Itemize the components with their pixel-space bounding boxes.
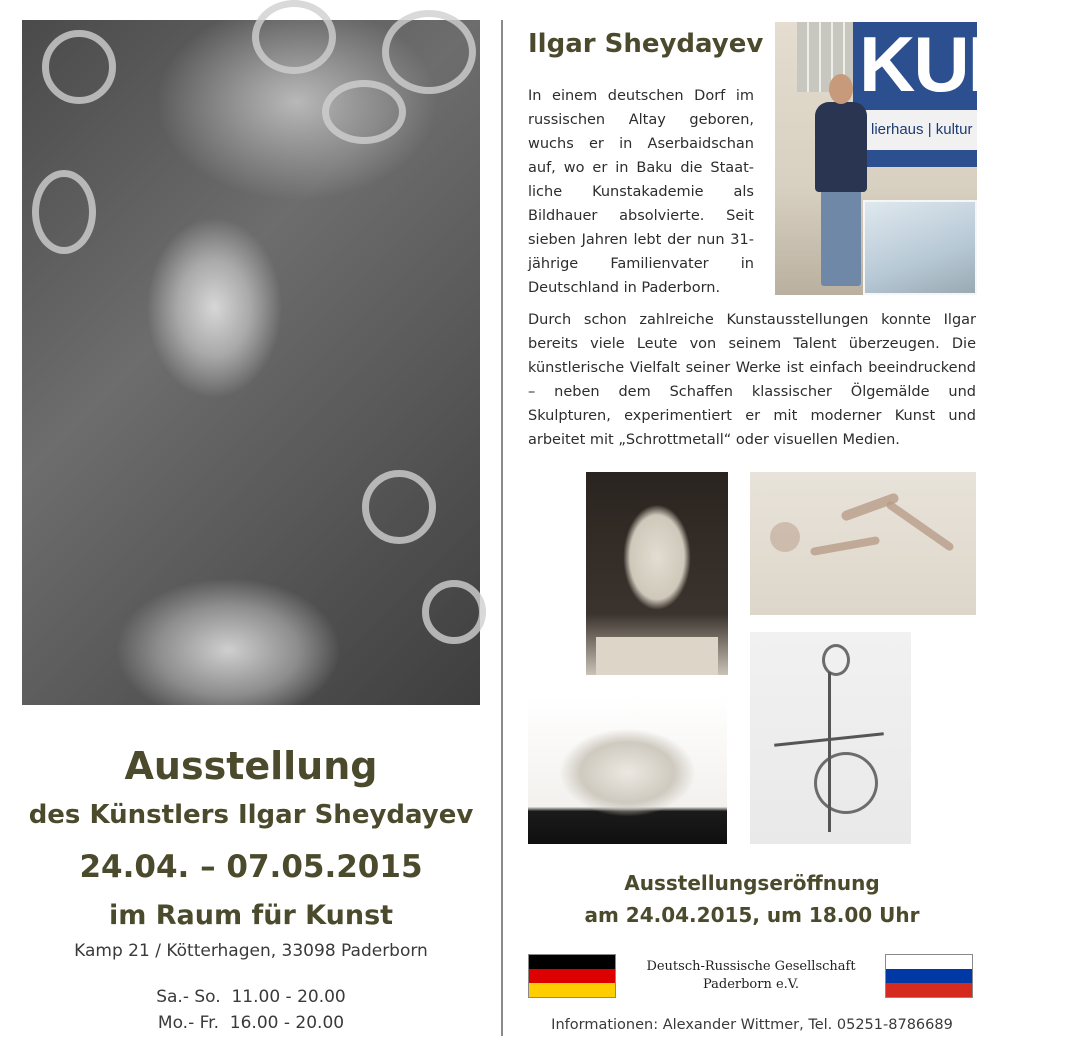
exhibition-title: Ausstellung: [124, 744, 378, 788]
opening-hours-weekdays: Mo.- Fr. 16.00 - 20.00: [157, 1013, 345, 1033]
exhibition-dates: 24.04. – 07.05.2015: [79, 849, 423, 885]
painting: [863, 200, 977, 295]
sculpture-base: [596, 637, 718, 675]
artwork-lying-figure: [528, 695, 727, 844]
artist-portrait-photo: [775, 20, 1072, 295]
exhibition-venue: im Raum für Kunst: [108, 900, 394, 931]
artist-legs: [821, 190, 861, 286]
artist-bio-career: Durch schon zahlreiche Kunstausstellungen konnte Ilgar bereits viele Leute von seinem Talent überzeugen. Die künstlerische Vielfalt seiner Werke ist einfach beeindruckend – neben dem Schaffen klassischer Ölgemälde und Skulpturen, experimentiert er mit moderner Kunst und arbeitet mit „Schrottmetall“ oder visuellen Medien.: [528, 312, 976, 448]
artwork-running-figure: [750, 472, 976, 615]
gallery-sign-text: KUNS: [859, 20, 1072, 108]
organization-city: Paderborn e.V.: [702, 977, 800, 992]
opening-datetime: am 24.04.2015, um 18.00 Uhr: [584, 903, 920, 927]
artist-name: Ilgar Sheydayev: [528, 29, 764, 59]
gallery-sign-strip: lierhaus | kultur: [853, 110, 977, 150]
artist-bio-intro: In einem deutschen Dorf im russischen Altay geboren, wuchs er in Aserbaidschan auf, wo er in Baku die Staatliche Kunstakademie als Bildhauer absolvierte. Seit sieben Jahren lebt der nun 31-jährige Familienvater in Deutschland in Paderborn.: [528, 88, 754, 296]
organization-name: Deutsch-Russische Gesellschaft: [646, 959, 856, 974]
contact-info: Informationen: Alexander Wittmer, Tel. 05251-8786689: [551, 1017, 953, 1033]
main-sculpture-photo: [22, 20, 480, 705]
artwork-head-sculpture: [586, 472, 728, 675]
exhibition-subtitle: des Künstlers Ilgar Sheydayev: [28, 800, 474, 830]
opening-hours-weekend: Sa.- So. 11.00 - 20.00: [156, 987, 346, 1007]
artist-head: [829, 74, 853, 104]
artwork-cello-player: [750, 632, 911, 844]
venue-address: Kamp 21 / Kötterhagen, 33098 Paderborn: [74, 941, 428, 961]
russian-flag: [885, 954, 973, 998]
artist-body: [815, 102, 867, 192]
opening-heading: Ausstellungseröffnung: [624, 871, 880, 895]
german-flag: [528, 954, 616, 998]
column-divider: [501, 20, 503, 1036]
